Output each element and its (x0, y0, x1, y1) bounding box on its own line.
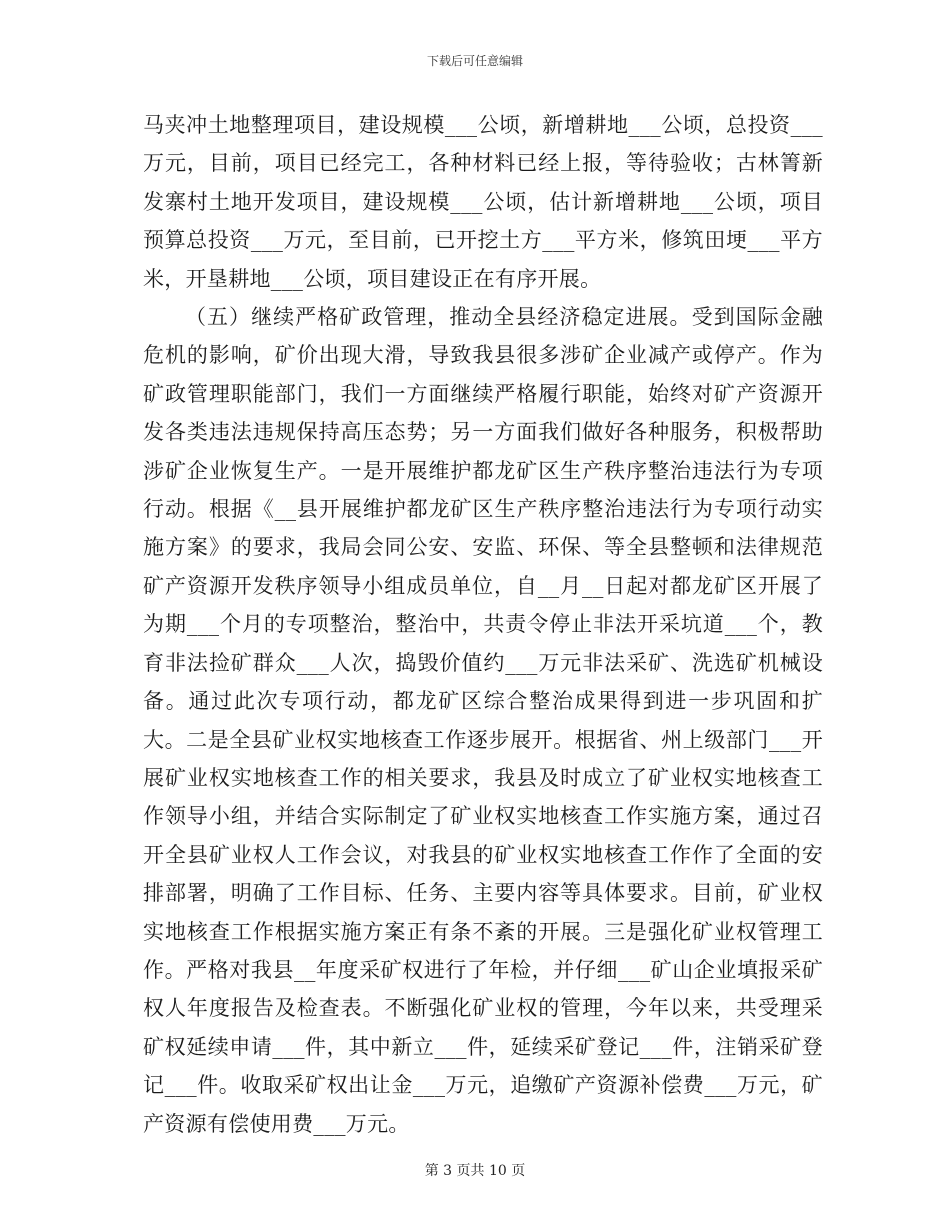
document-body (143, 106, 823, 1143)
paragraph-land-projects: 马夹冲土地整理项目，建设规模___公顷，新增耕地___公顷，总投资___万元，目前，项目已经完工，各种材料已经上报，等待验收；古林箐新发寨村土地开发项目，建设规模___公顷，估计新增耕地___公顷，项目预算总投资___万元，至目前，已开挖土方___平方米，修筑田埂___平方米，开垦耕地___公顷，项目建设正在有序开展。 (143, 113, 823, 291)
page-number: 第 3 页共 10 页 (424, 1163, 526, 1179)
page-header: 下载后可任意编辑 (426, 54, 523, 68)
paragraph-mining-management: （五）继续严格矿政管理，推动全县经济稳定进展。受到国际金融危机的影响，矿价出现大滑，导致我县很多涉矿企业减产或停产。作为矿政管理职能部门，我们一方面继续严格履行职能，始终对矿产资源开发各类违法违规保持高压态势；另一方面我们做好各种服务，积极帮助涉矿企业恢复生产。一是开展维护都龙矿区生产秩序整治违法行为专项行动。根据《__县开展维护都龙矿区生产秩序整治违法行为专项行动实施方案》的要求，我局会同公安、安监、环保、等全县整顿和法律规范矿产资源开发秩序领导小组成员单位，自__月__日起对都龙矿区开展了为期___个月的专项整治，整治中，共责令停止非法开采坑道___个，教育非法捡矿群众___人次，捣毁价值约___万元非法采矿、洗选矿机械设备。通过此次专项行动，都龙矿区综合整治成果得到进一步巩固和扩大。二是全县矿业权实地核查工作逐步展开。根据省、州上级部门___开展矿业权实地核查工作的相关要求，我县及时成立了矿业权实地核查工作领导小组，并结合实际制定了矿业权实地核查工作实施方案，通过召开全县矿业权人工作会议，对我县的矿业权实地核查工作作了全面的安排部署，明确了工作目标、任务、主要内容等具体要求。目前，矿业权实地核查工作根据实施方案正有条不紊的开展。三是强化矿业权管理工作。严格对我县__年度采矿权进行了年检，并仔细___矿山企业填报采矿权人年度报告及检查表。不断强化矿业权的管理，今年以来，共受理采矿权延续申请___件，其中新立___件，延续采矿登记___件，注销采矿登记___件。收取采矿权出让金___万元，追缴矿产资源补偿费___万元，矿产资源有偿使用费___万元。 (143, 305, 823, 1136)
